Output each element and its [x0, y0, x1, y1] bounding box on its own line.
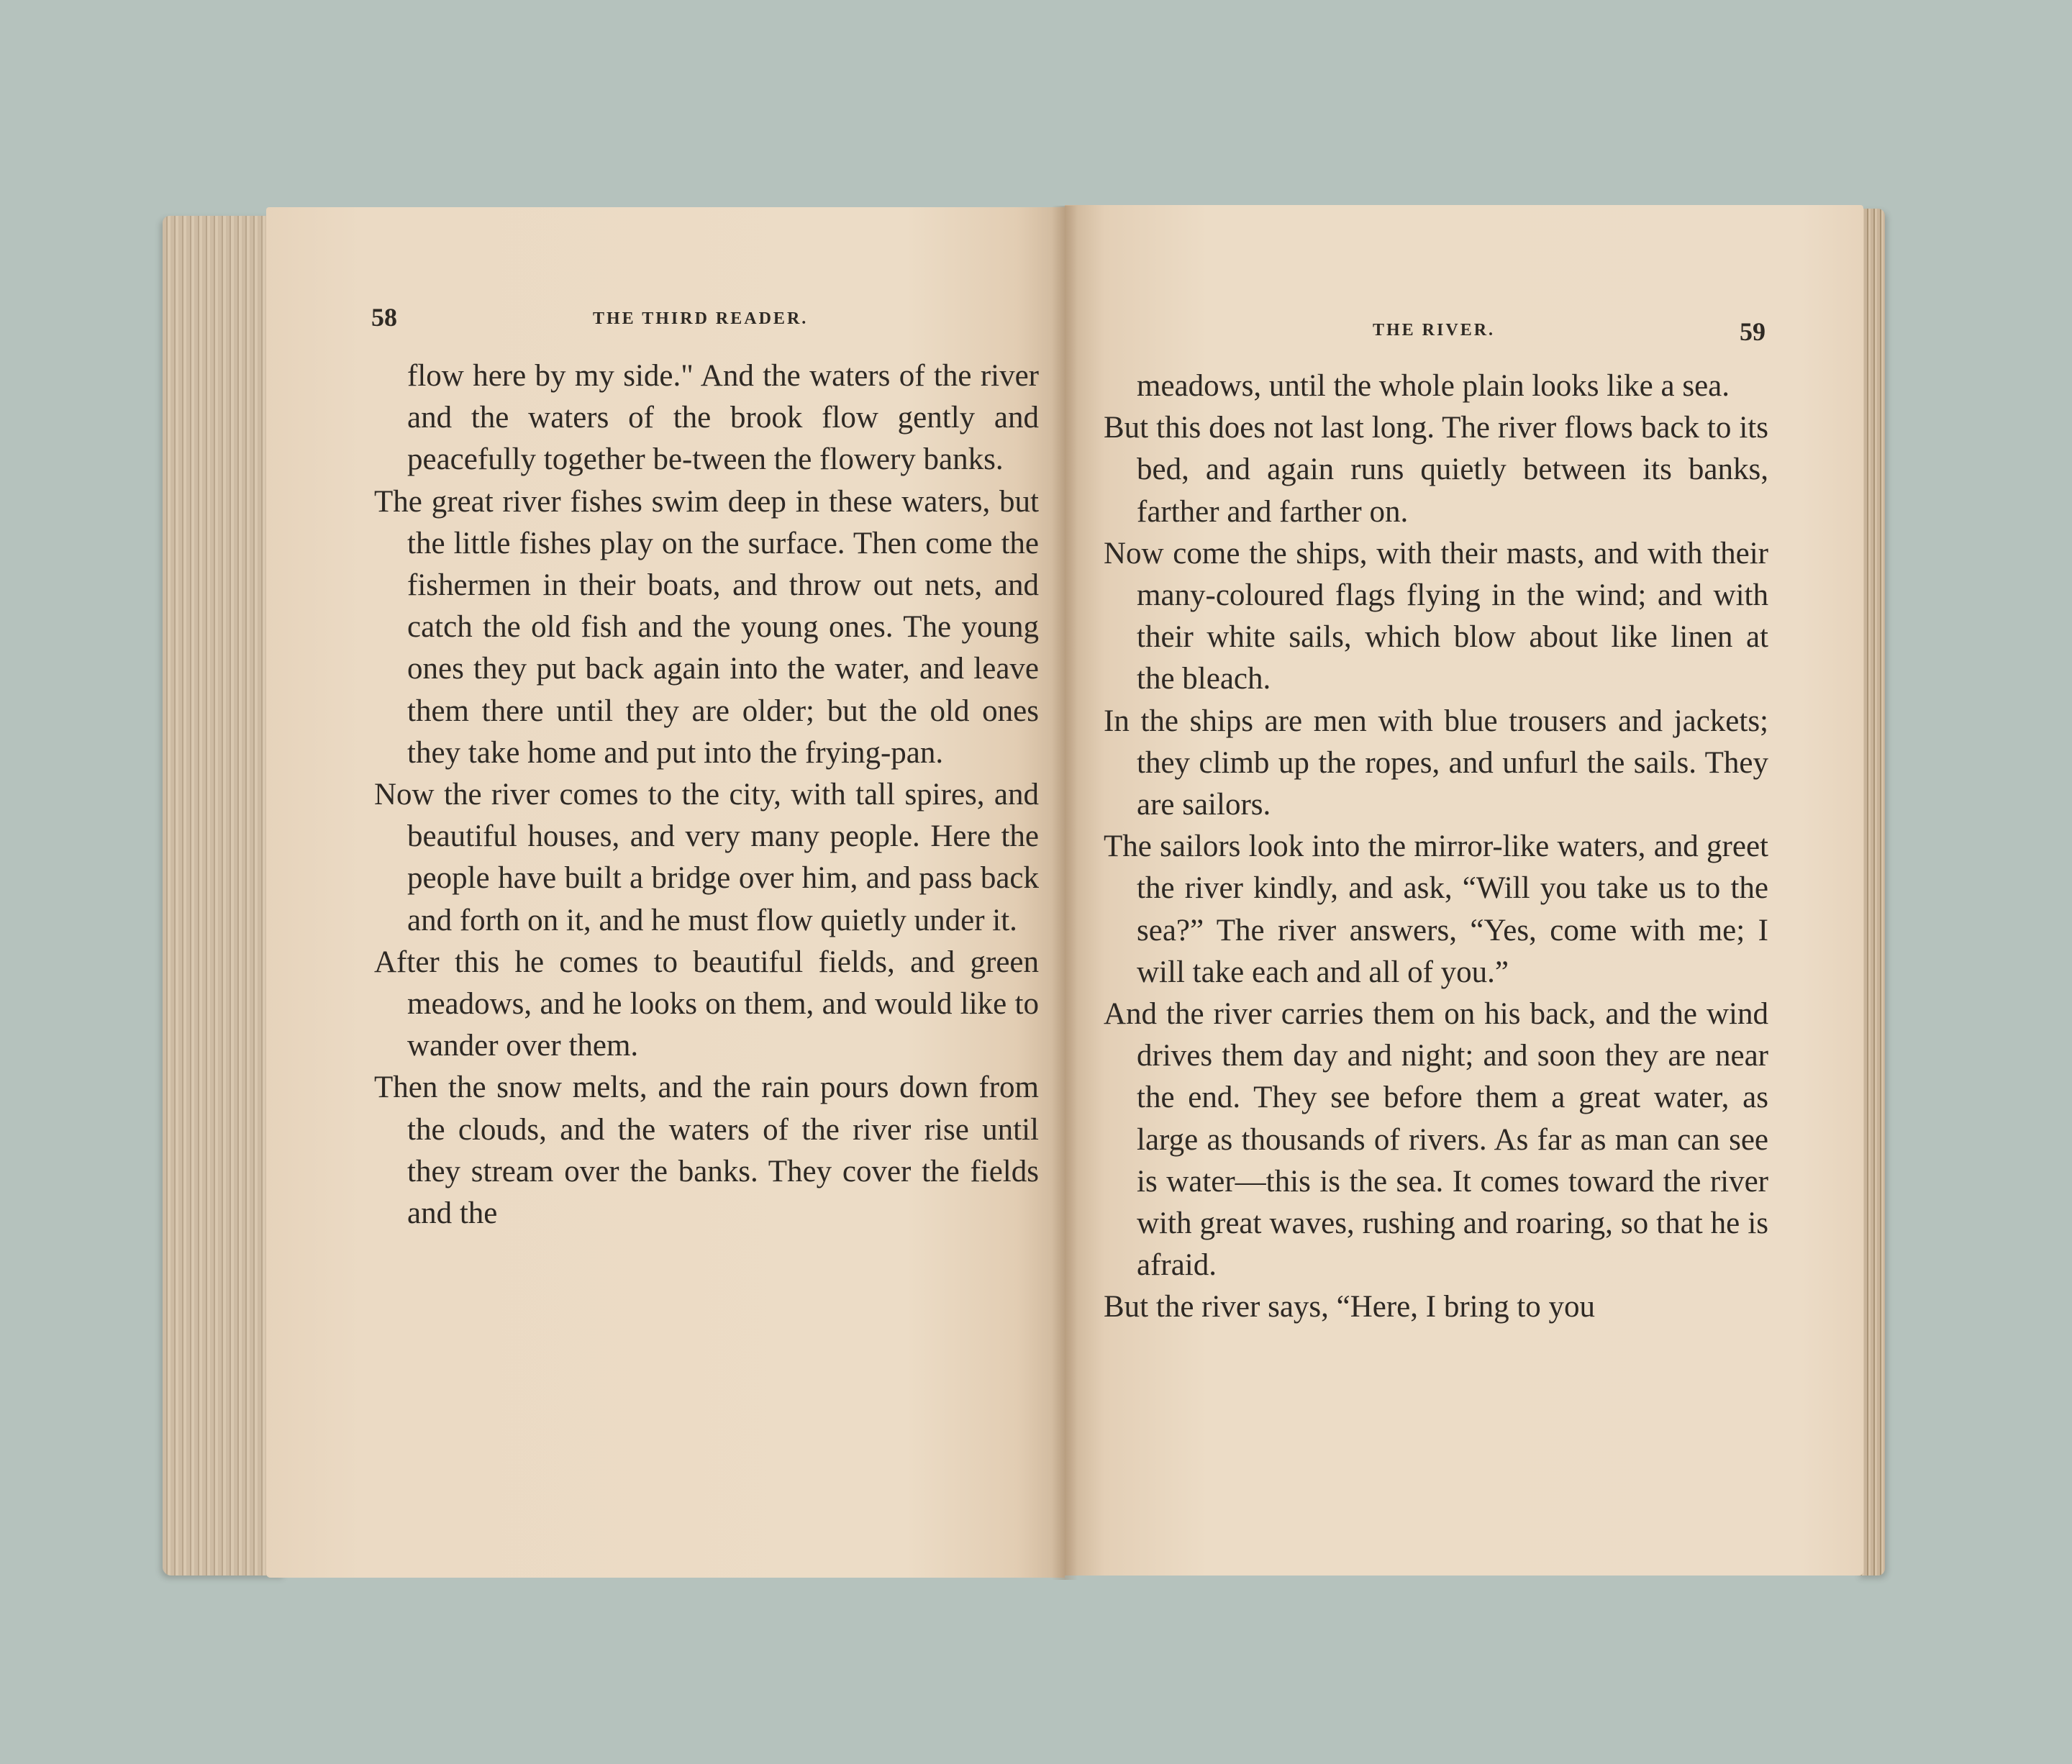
left-page-text: [374, 355, 1039, 1235]
paragraph: flow here by my side." And the waters of the river and the waters of the brook flow gently and peacefully together be-tween the flowery banks.: [407, 359, 1039, 477]
paragraph: But this does not last long. The river flows back to its bed, and again runs quietly between its banks, farther and farther on.: [1104, 411, 1768, 529]
left-running-head: THE THIRD READER.: [593, 309, 809, 328]
right-running-head: THE RIVER.: [1373, 321, 1496, 340]
paragraph: And the river carries them on his back, and the wind drives them day and night; and soon they are near the end. They see before them a great water, as large as thousands of rivers. As far as man can see is water—this is the sea. It comes toward the river with great waves, rushing and roaring, so that he is afraid.: [1104, 997, 1768, 1283]
paragraph: But the river says, “Here, I bring to you: [1104, 1290, 1596, 1324]
paragraph: The great river fishes swim deep in these waters, but the little fishes play on the surface. Then come the fishermen in their boats, and throw out nets, and catch the old fish and the young ones. The young ones they put back again into the water, and leave them there until they are older; but the old ones they take home and put into the frying-pan.: [374, 484, 1039, 770]
right-page-number: 59: [1740, 317, 1766, 346]
book-gutter: [1052, 206, 1078, 1580]
left-page-number: 58: [371, 303, 397, 332]
paragraph: Then the snow melts, and the rain pours down from the clouds, and the waters of the river rise until they stream over the banks. They cover the fields and the: [374, 1070, 1039, 1231]
paragraph: The sailors look into the mirror-like waters, and greet the river kindly, and ask, “Will you take us to the sea?” The river answers, “Yes, come with me; I will take each and all of you.”: [1104, 829, 1768, 989]
paragraph: After this he comes to beautiful fields, and green meadows, and he looks on them, and would like to wander over them.: [374, 945, 1039, 1063]
paragraph: Now come the ships, with their masts, and with their many-coloured flags flying in the wind; and with their white sails, which blow about like linen at the bleach.: [1104, 536, 1768, 696]
right-page-text: [1104, 365, 1768, 1329]
paragraph: Now the river comes to the city, with tall spires, and beautiful houses, and very many people. Here the people have built a bridge over him, and pass back and forth on it, and he must flow quietly under it.: [374, 778, 1039, 937]
paragraph: meadows, until the whole plain looks like a sea.: [1137, 369, 1730, 403]
paragraph: In the ships are men with blue trousers and jackets; they climb up the ropes, and unfurl the sails. They are sailors.: [1104, 704, 1768, 822]
